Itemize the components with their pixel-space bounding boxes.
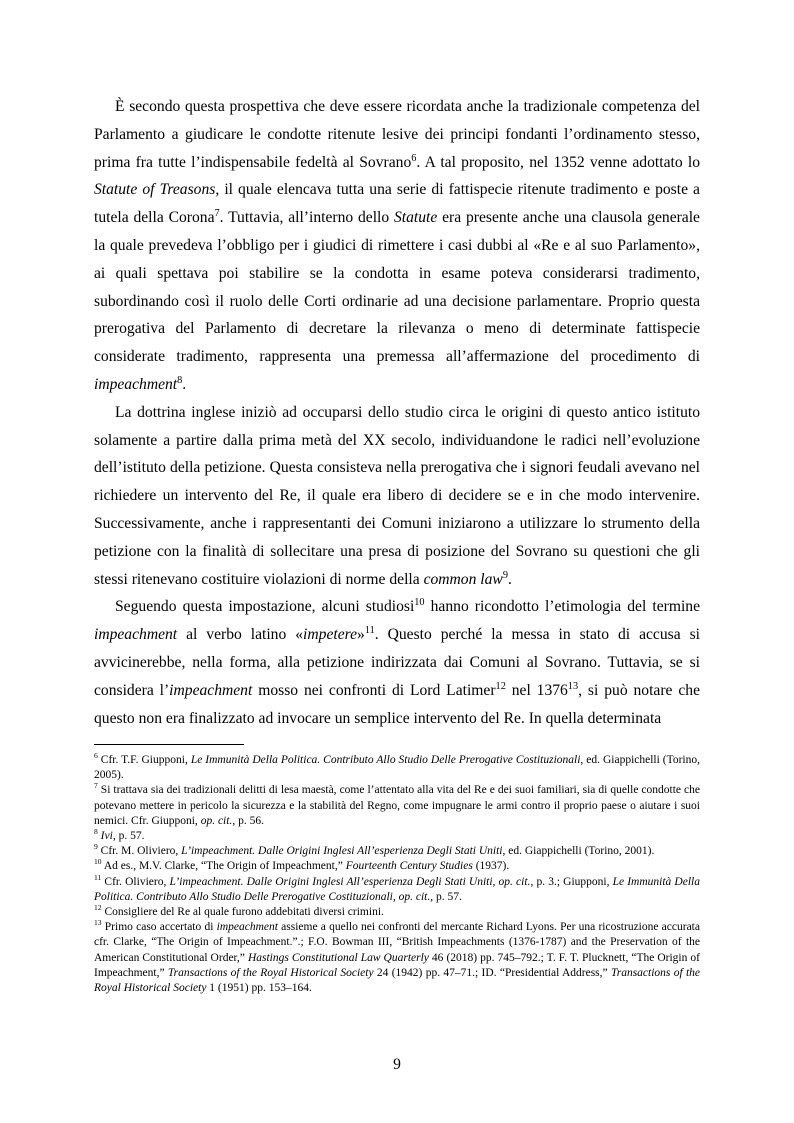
italic-text: L’impeachment. Dalle Origini Inglesi All’esperienza Degli Stati Uniti, op. cit.	[169, 875, 531, 888]
footnote-9	[94, 844, 700, 859]
text-run: al verbo latino «	[177, 626, 304, 644]
footnote-10	[94, 859, 700, 874]
text-run: .	[507, 570, 512, 588]
body-text	[94, 93, 700, 732]
italic-text: Statute of Treasons	[94, 181, 216, 199]
text-run: Cfr. Oliviero,	[101, 875, 170, 888]
footnote-ref-12[interactable]: 12	[495, 680, 506, 692]
italic-text: Le Immunità Della Politica. Contributo Allo Studio Delle Prerogative Costituzionali, op. cit.	[94, 875, 700, 903]
text-run: Cfr. M. Oliviero,	[97, 845, 182, 858]
italic-text: Ivi	[100, 830, 113, 843]
italic-text: Fourteenth Century Studies	[345, 860, 473, 873]
footnote-13	[94, 920, 700, 996]
footnote-ref-8[interactable]: 8	[177, 374, 183, 386]
paragraph-2	[94, 399, 700, 594]
text-run: , ed. Giappichelli (Torino, 2005).	[94, 754, 700, 782]
paragraph-3	[94, 593, 700, 732]
italic-text: impetere	[303, 626, 358, 644]
footnote-12	[94, 905, 700, 920]
footnote-number: 11	[94, 872, 102, 882]
text-run: , p. 57.	[112, 830, 145, 843]
text-run: , si può notare che questo non era finalizzato ad invocare un semplice intervento del Re. In quella determinata	[94, 681, 701, 727]
text-run: assieme a quello nei confronti del mercante Richard Lyons. Per una ricostruzione accurata cfr. Clarke, “The Origin of Impeachment.”.; F.O. Bowman III, “British Impeachments (1376-1787) and the Preservation of the American Constitutional Order,”	[94, 921, 700, 964]
text-run: »	[357, 626, 365, 644]
footnote-number: 10	[94, 857, 102, 867]
footnote-number: 7	[94, 781, 98, 791]
text-run: È secondo questa prospettiva che deve essere ricordata anche la tradizionale competenza del Parlamento a giudicare le condotte ritenute lesive dei principi fondanti l’ordinamento stesso, prima fra tutte l’indispensabile fedeltà al Sovrano	[94, 98, 700, 171]
page-number: 9	[393, 1056, 401, 1073]
italic-text: op. cit.	[200, 814, 233, 827]
italic-text: Le Immunità Della Politica. Contributo Allo Studio Delle Prerogative Costituzionali	[190, 754, 581, 766]
text-run: Consigliere del Re al quale furono addebitati diversi crimini.	[101, 906, 384, 919]
text-run: nel 1376	[505, 681, 568, 699]
text-run: , il quale elencava tutta una serie di fattispecie ritenute tradimento e poste a tutela della Corona	[94, 181, 700, 227]
text-run: , p. 3.; Giupponi,	[530, 875, 613, 888]
italic-text: impeachment	[94, 375, 178, 393]
text-run: , p. 57.	[430, 890, 462, 903]
footnote-number: 12	[94, 903, 102, 913]
text-run: Ad es., M.V. Clarke, “The Origin of Impeachment,”	[101, 860, 346, 873]
footnote-ref-11[interactable]: 11	[364, 624, 375, 636]
italic-text: impeachment	[216, 921, 278, 934]
footnote-number: 8	[94, 827, 98, 837]
text-run: era presente anche una clausola generale la quale prevedeva l’obbligo per i giudici di rimettere i casi dubbi al «Re e al suo Parlamento», ai quali spettava poi stabilire se la condotta in esame poteva considerarsi tradimento, subordinando così il ruolo delle Corti ordinarie ad una decisione parlamentare. Proprio questa prerogativa del Parlamento di decretare la rilevanza o meno di determinate fattispecie considerate tradimento, rappresenta una premessa all’affermazione del procedimento di	[94, 209, 700, 366]
text-run: , ed. Giappichelli (Torino, 2001).	[502, 845, 655, 858]
footnote-11	[94, 872, 700, 905]
italic-text: Hastings Constitutional Law Quarterly	[247, 951, 429, 964]
italic-text: Statute	[393, 209, 438, 227]
footnote-7	[94, 783, 700, 829]
italic-text: Transactions of the Royal Historical Society	[94, 966, 701, 995]
italic-text: impeachment	[94, 626, 178, 644]
text-run: hanno ricondotto l’etimologia del termine	[424, 598, 700, 616]
text-run: . Tuttavia, all’interno dello	[219, 209, 394, 227]
text-run: 24 (1942) pp. 47–71.; ID. “Presidential Address,”	[373, 966, 611, 979]
footnote-ref-7[interactable]: 7	[214, 208, 220, 219]
footnote-ref-9[interactable]: 9	[502, 569, 508, 581]
footnote-8	[94, 829, 700, 844]
text-run: mosso nei confronti di Lord Latimer	[252, 681, 496, 699]
text-run: . Questo perché la messa in stato di accusa si avvicinerebbe, nella forma, alla petizione indirizzata dai Comuni al Sovrano. Tuttavia, se si considera l’	[94, 626, 700, 699]
text-run: 46 (2018) pp. 745–792.; T. F. T. Plucknett, “The Origin of Impeachment,”	[94, 951, 700, 979]
text-run: .	[182, 375, 187, 393]
footnote-separator	[94, 744, 244, 745]
footnote-ref-6[interactable]: 6	[411, 152, 417, 164]
text-run: . A tal proposito, nel 1352 venne adottato lo	[416, 153, 700, 171]
text-run: Seguendo questa impostazione, alcuni studiosi	[115, 598, 415, 616]
italic-text: common law	[423, 570, 503, 588]
footnote-number: 6	[94, 751, 98, 761]
italic-text: Transactions of the Royal Historical Society	[167, 966, 374, 979]
text-run: , p. 56.	[232, 814, 264, 827]
footnote-ref-10[interactable]: 10	[414, 597, 425, 609]
italic-text: impeachment	[169, 681, 253, 699]
text-run: La dottrina inglese iniziò ad occuparsi dello studio circa le origini di questo antico istituto solamente a partire dalla prima metà del XX secolo, individuandone le radici nell’evoluzione dell’istituto della petizione. Questa consisteva nella prerogativa che i signori feudali avevano nel richiedere un intervento del Re, il quale era libero di decidere se e in che modo intervenire. Successivamente, anche i rappresentanti dei Comuni iniziarono a utilizzare lo strumento della petizione con la finalità di sollecitare una presa di posizione del Sovrano su questioni che gli stessi ritenevano costituire violazioni di norme della	[94, 403, 700, 588]
text-run: 1 (1951) pp. 153–164.	[206, 982, 312, 995]
paragraph-1	[94, 93, 700, 399]
footnote-number: 9	[94, 842, 98, 852]
footnote-6	[94, 753, 700, 783]
italic-text: L’impeachment. Dalle Origini Inglesi All’esperienza Degli Stati Uniti	[181, 845, 503, 858]
text-run: Si trattava sia dei tradizionali delitti di lesa maestà, come l’attentato alla vita del Re e dei suoi familiari, sia di quelle condotte che potevano mettere in pericolo la sicurezza e la stabilità del Regno, come impugnare le armi contro il proprio paese o aiutare i suoi nemici. Cfr. Giupponi,	[94, 784, 700, 827]
text-run: Cfr. T.F. Giupponi,	[97, 754, 191, 766]
footnote-ref-13[interactable]: 13	[567, 680, 579, 692]
footnotes	[94, 753, 700, 996]
text-run: Primo caso accertato di	[101, 921, 217, 934]
footnote-number: 13	[94, 918, 102, 928]
text-run: (1937).	[472, 860, 510, 873]
